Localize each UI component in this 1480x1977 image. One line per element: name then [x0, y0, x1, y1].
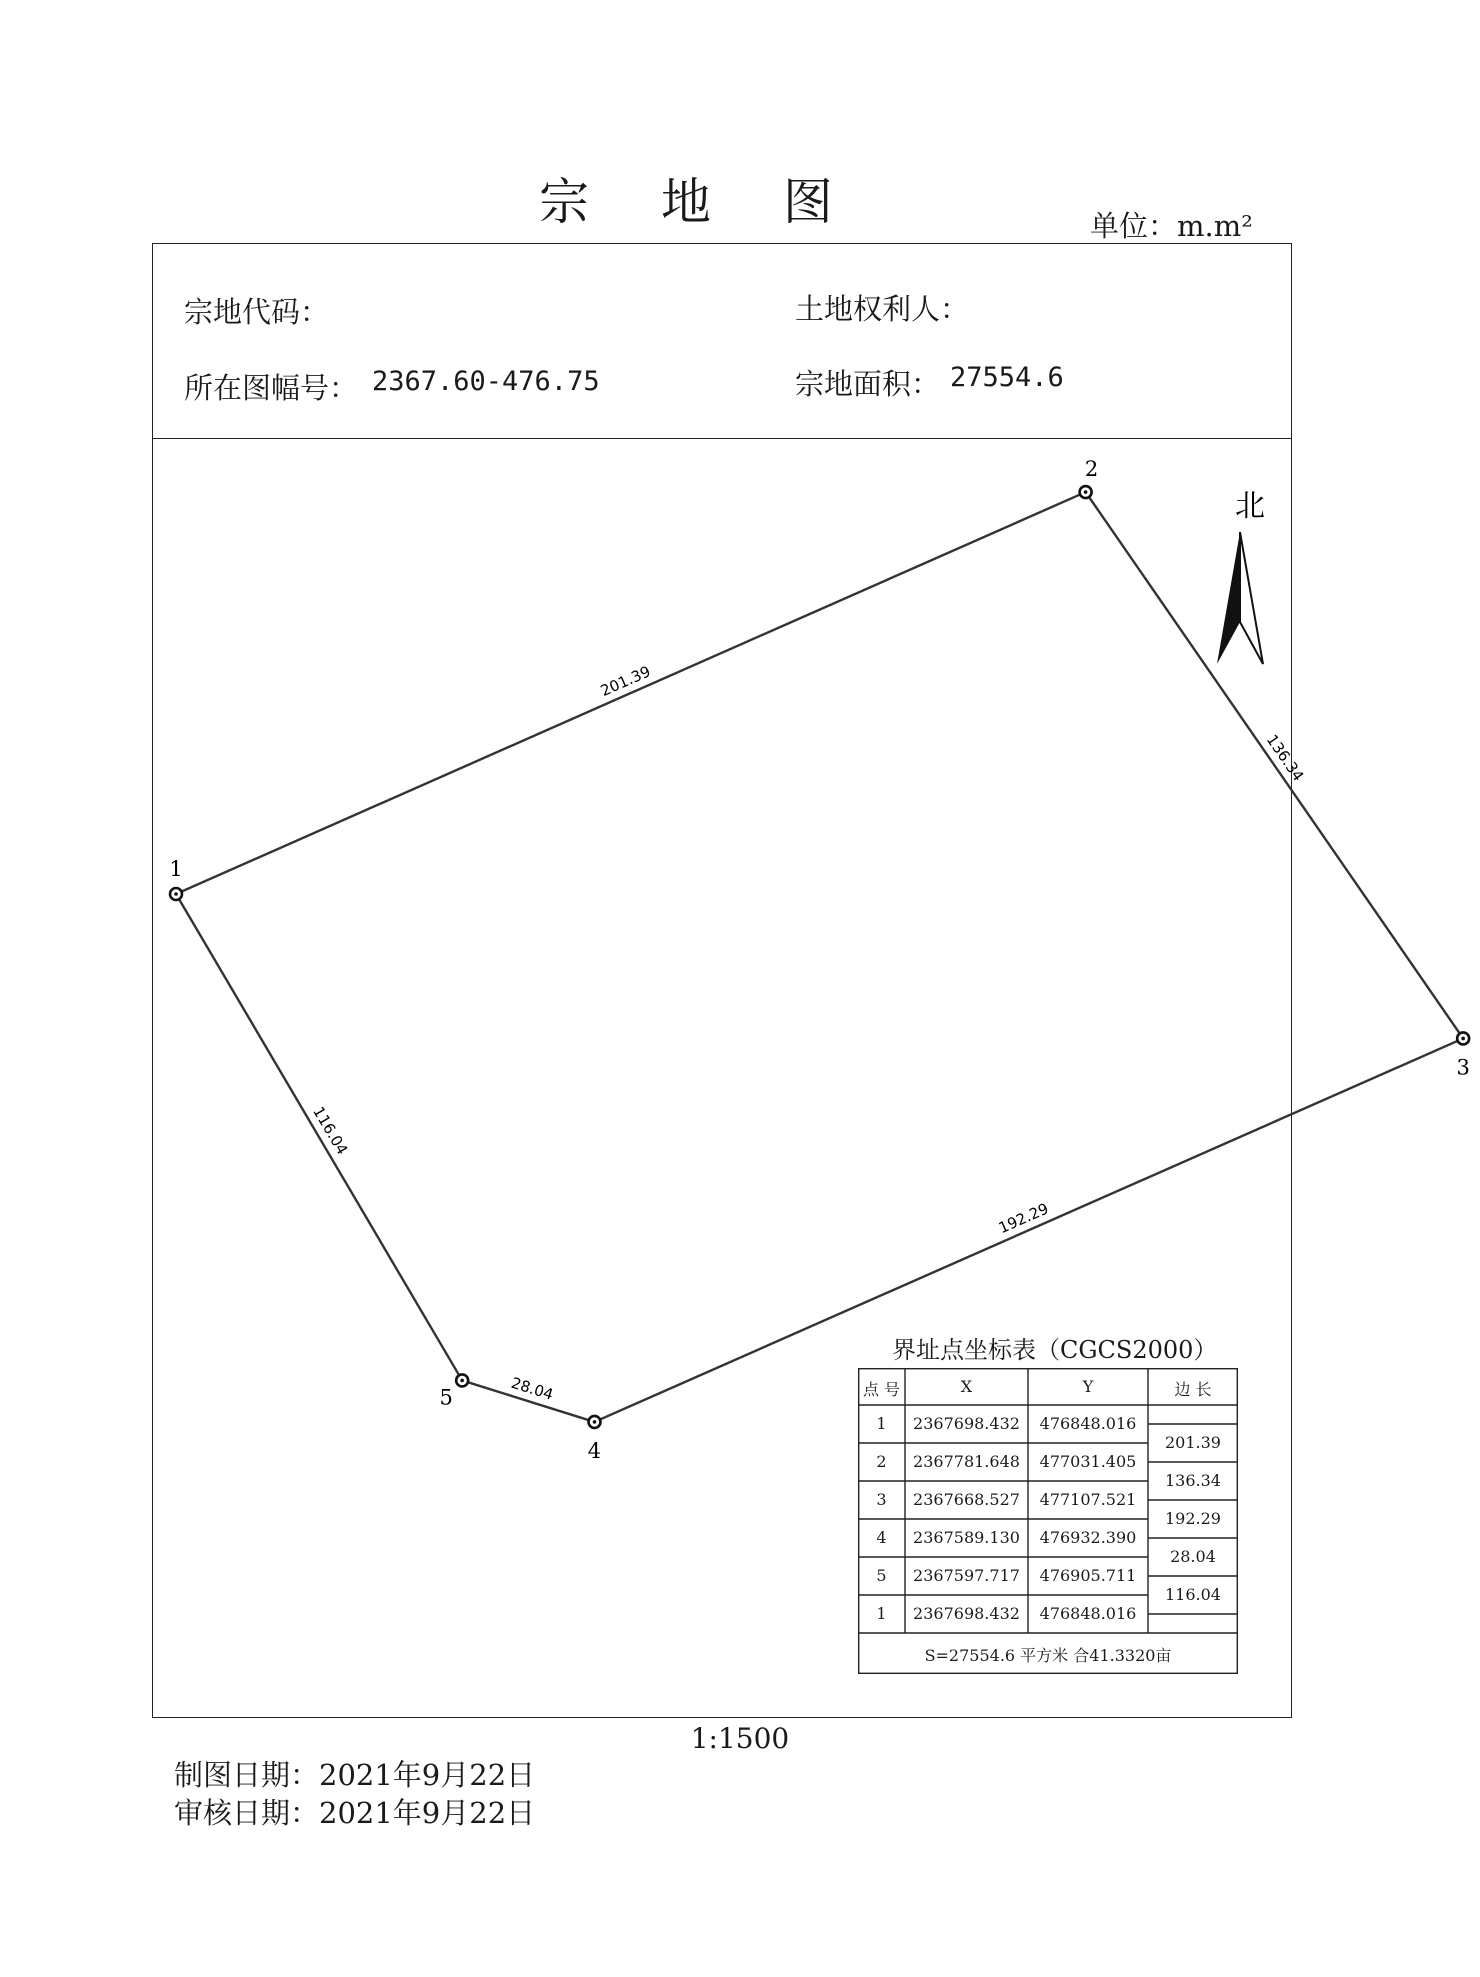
table-area-summary: S=27554.6 平方米 合41.3320亩	[924, 1646, 1172, 1665]
table-header-length: 边 长	[1174, 1380, 1212, 1399]
boundary-edge	[176, 492, 1086, 894]
map-scale: 1:1500	[690, 1722, 790, 1755]
coordinate-table	[858, 1368, 1238, 1674]
table-point-x: 2367698.432	[913, 1414, 1020, 1433]
parcel-code-label: 宗地代码：	[184, 295, 330, 329]
boundary-point-dot	[174, 892, 178, 896]
table-edge-length: 28.04	[1170, 1547, 1216, 1566]
table-point-y: 476932.390	[1039, 1528, 1137, 1547]
boundary-point-dot	[593, 1420, 597, 1424]
page-title: 宗 地 图	[539, 173, 861, 231]
table-point-y: 476848.016	[1039, 1604, 1137, 1623]
boundary-edge	[1086, 492, 1464, 1038]
edge-length-label: 28.04	[509, 1373, 556, 1404]
boundary-point-dot	[460, 1379, 464, 1383]
table-header-y: Y	[1082, 1377, 1094, 1396]
parcel-area-value: 27554.6	[950, 362, 1064, 393]
review-date: 审核日期：2021年9月22日	[174, 1796, 536, 1830]
edge-length-labels	[309, 662, 1307, 1403]
table-point-x: 2367597.717	[913, 1566, 1020, 1585]
owner-label: 土地权利人：	[795, 292, 970, 326]
boundary-edges	[176, 492, 1463, 1422]
table-point-x: 2367781.648	[913, 1452, 1020, 1471]
table-edge-length: 201.39	[1165, 1433, 1221, 1452]
sheet-number-label: 所在图幅号：	[184, 371, 359, 405]
table-point-id: 1	[876, 1604, 887, 1623]
table-point-id: 4	[876, 1528, 887, 1547]
boundary-point-label: 2	[1084, 457, 1099, 482]
table-point-x: 2367668.527	[913, 1490, 1020, 1509]
table-point-y: 477031.405	[1039, 1452, 1137, 1471]
boundary-point-label: 1	[169, 857, 183, 881]
vertex-labels	[169, 457, 1470, 1463]
boundary-point-label: 5	[439, 1385, 453, 1410]
table-edge-length: 192.29	[1165, 1509, 1221, 1528]
edge-length-label: 201.39	[597, 662, 654, 700]
table-header-x: X	[960, 1377, 973, 1396]
boundary-edge	[176, 894, 462, 1380]
drawing-date: 制图日期：2021年9月22日	[174, 1758, 536, 1792]
boundary-point-dot	[1084, 490, 1088, 494]
table-point-id: 2	[876, 1452, 887, 1471]
edge-length-label: 136.34	[1262, 731, 1308, 785]
north-arrow-icon	[1217, 532, 1263, 664]
parcel-area-label: 宗地面积：	[795, 367, 941, 401]
boundary-point-dot	[1461, 1037, 1465, 1041]
table-point-x: 2367698.432	[913, 1604, 1020, 1623]
unit-label: 单位：m.m²	[1090, 209, 1253, 243]
table-point-x: 2367589.130	[913, 1528, 1020, 1547]
coordinate-table-title: 界址点坐标表（CGCS2000）	[892, 1336, 1218, 1364]
table-header-point: 点 号	[862, 1380, 901, 1399]
table-point-id: 5	[876, 1566, 887, 1585]
boundary-point-label: 4	[587, 1438, 602, 1463]
table-edge-length: 136.34	[1165, 1471, 1221, 1490]
north-label: 北	[1235, 489, 1265, 524]
table-point-y: 477107.521	[1039, 1490, 1137, 1509]
table-edge-length: 116.04	[1165, 1585, 1221, 1604]
table-point-y: 476905.711	[1039, 1566, 1137, 1585]
boundary-point-label: 3	[1456, 1055, 1470, 1080]
edge-length-label: 116.04	[309, 1103, 352, 1158]
table-point-y: 476848.016	[1039, 1414, 1137, 1433]
table-point-id: 3	[876, 1490, 887, 1509]
sheet-number-value: 2367.60-476.75	[372, 366, 600, 397]
table-point-id: 1	[876, 1414, 887, 1433]
edge-length-label: 192.29	[995, 1199, 1052, 1238]
boundary-vertices	[170, 486, 1469, 1428]
